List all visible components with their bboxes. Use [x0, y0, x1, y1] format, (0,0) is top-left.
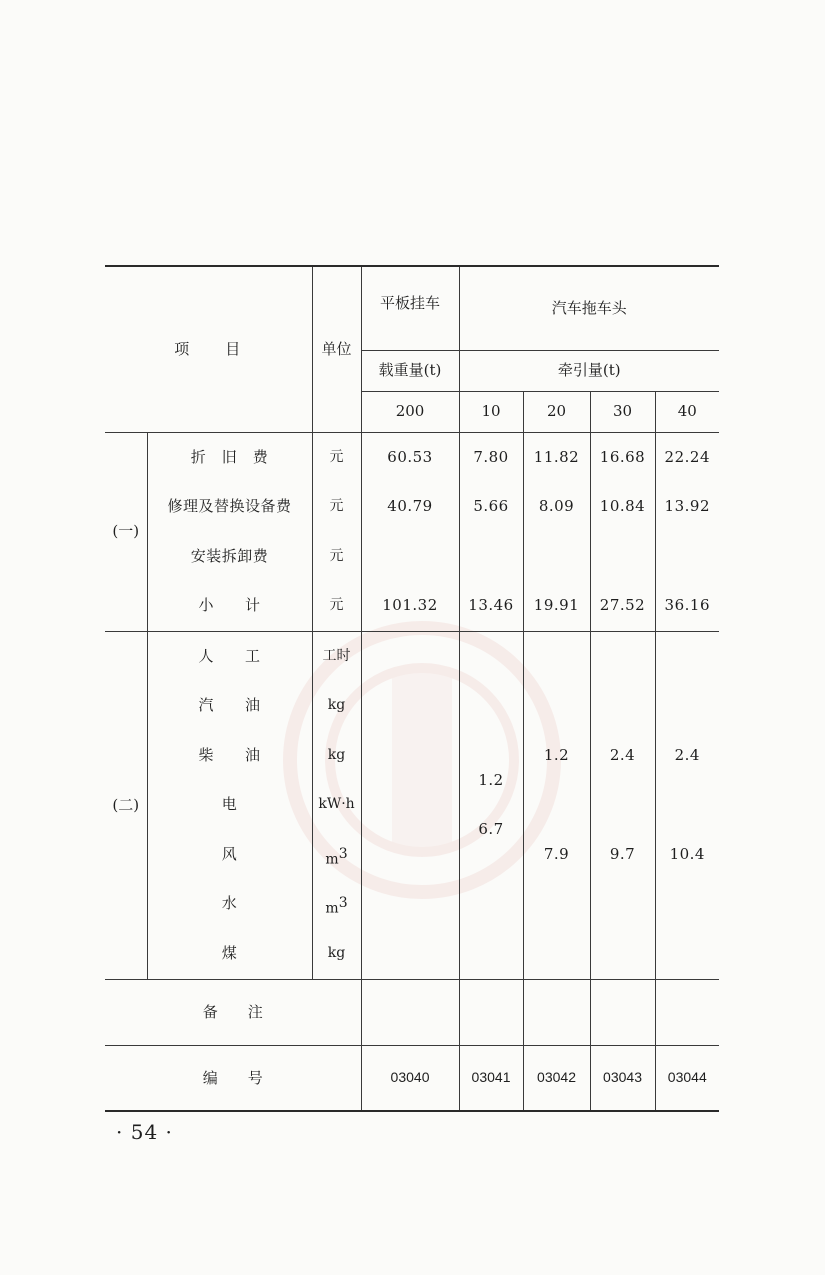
- group-one-col-10: 7.80 5.66 13.46: [459, 432, 523, 631]
- load-capacity-header: 载重量(t): [361, 350, 459, 391]
- remarks-cell: [523, 979, 590, 1045]
- capacity-cell: 200: [361, 391, 459, 432]
- code-label: 编 号: [105, 1045, 361, 1111]
- code-cell: 03044: [655, 1045, 719, 1111]
- capacity-cell: 40: [655, 391, 719, 432]
- remarks-cell: [361, 979, 459, 1045]
- group-one-items: [147, 432, 312, 631]
- item-coal: 煤: [221, 943, 238, 962]
- capacity-cell: 20: [523, 391, 590, 432]
- group-one-units: 元 元 元 元: [312, 432, 361, 631]
- group-two-label: (二): [105, 631, 147, 979]
- traction-capacity-header: 牵引量(t): [459, 350, 719, 391]
- group-two-col-40: 2.4 10.4: [655, 631, 719, 979]
- group-one-label: (一): [105, 432, 147, 631]
- remarks-label: 备 注: [105, 979, 361, 1045]
- item-installation: 安装拆卸费: [190, 546, 269, 565]
- item-labor: 人 工: [198, 646, 261, 665]
- item-diesel: 柴 油: [198, 745, 261, 764]
- machinery-cost-table: [105, 265, 719, 1110]
- item-gasoline: 汽 油: [198, 696, 261, 715]
- remarks-cell: [655, 979, 719, 1045]
- group-one-col-30: 16.68 10.84 27.52: [590, 432, 655, 631]
- group-two-col-200: [361, 631, 459, 979]
- item-header: 项 目: [105, 266, 312, 432]
- code-cell: 03040: [361, 1045, 459, 1111]
- remarks-cell: [590, 979, 655, 1045]
- item-air: 风: [221, 844, 238, 863]
- group-one-col-40: 22.24 13.92 36.16: [655, 432, 719, 631]
- code-cell: 03043: [590, 1045, 655, 1111]
- group-two-col-10: 1.2 6.7: [459, 631, 523, 979]
- unit-header: 单位: [312, 266, 361, 432]
- group-two-col-20: 1.2 7.9: [523, 631, 590, 979]
- code-cell: 03041: [459, 1045, 523, 1111]
- item-subtotal: 小 计: [198, 596, 261, 614]
- item-repair: 修理及替换设备费: [167, 497, 292, 515]
- flatbed-trailer-header: 平板挂车: [361, 266, 459, 350]
- group-two-items: [147, 631, 312, 979]
- capacity-cell: 30: [590, 391, 655, 432]
- group-two-col-30: 2.4 9.7: [590, 631, 655, 979]
- page-number: · 54 ·: [116, 1120, 173, 1144]
- capacity-cell: 10: [459, 391, 523, 432]
- remarks-cell: [459, 979, 523, 1045]
- code-cell: 03042: [523, 1045, 590, 1111]
- item-depreciation: 折 旧 费: [190, 447, 269, 466]
- tractor-head-header: 汽车拖车头: [459, 266, 719, 350]
- item-water: 水: [221, 894, 238, 913]
- group-one-col-200: 60.53 40.79 101.32: [361, 432, 459, 631]
- group-two-units: 工时 kg kg kW·h m3 m3 kg: [312, 631, 361, 979]
- item-electricity: 电: [221, 795, 238, 814]
- group-one-col-20: 11.82 8.09 19.91: [523, 432, 590, 631]
